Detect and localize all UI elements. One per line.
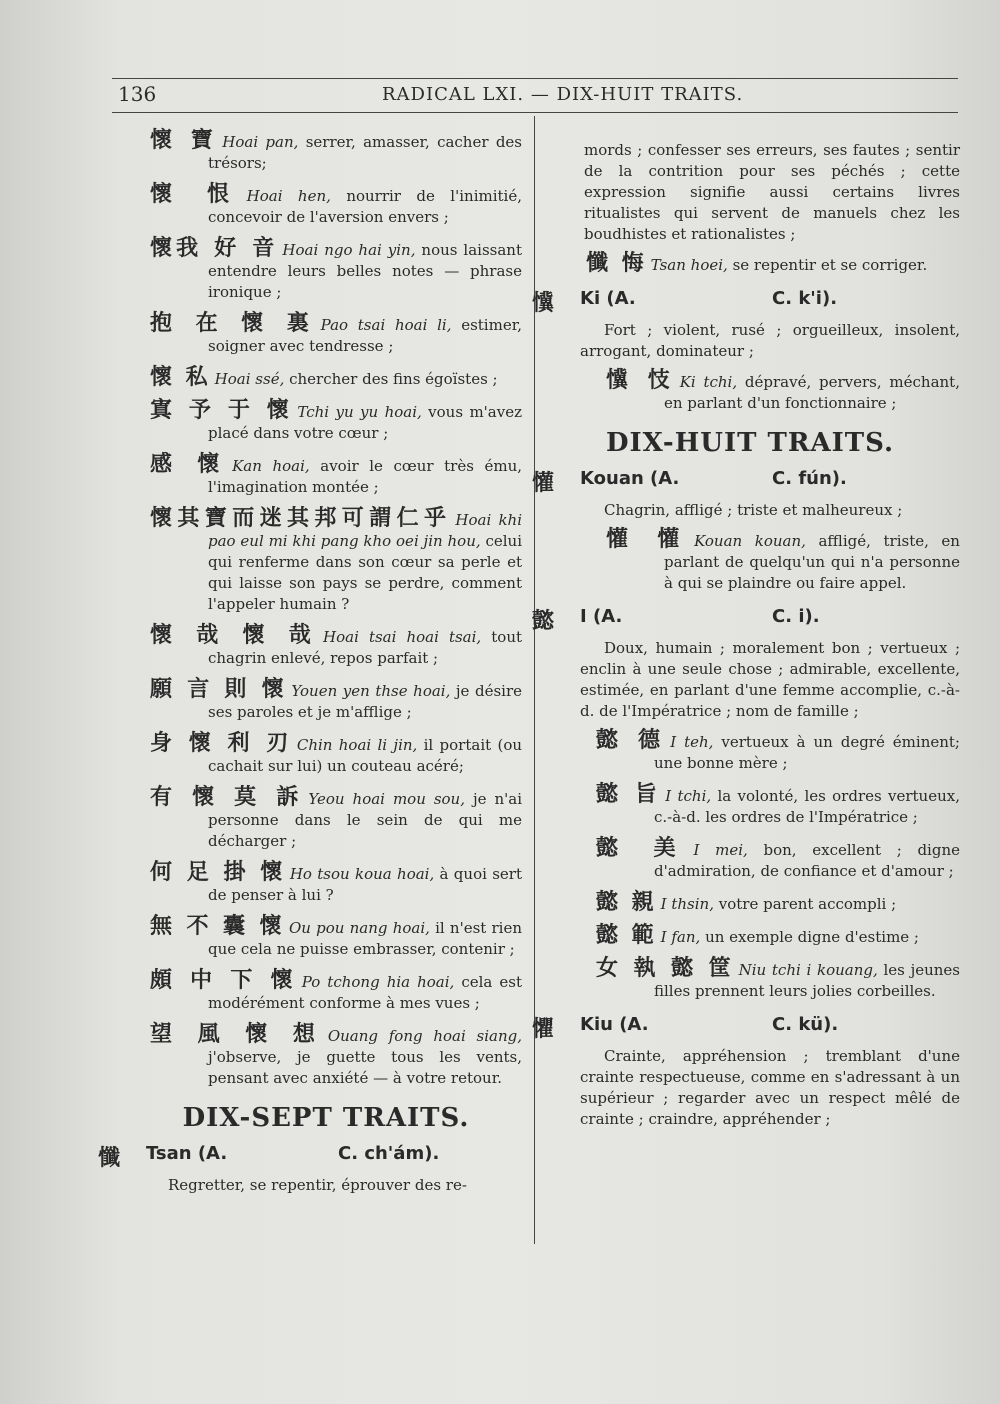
entry-romanization: Niu tchi i kouang, [738,961,878,979]
head-romanization: Kiu (A. [580,1014,649,1035]
entry-text: chercher des fins égoïstes ; [284,370,498,388]
entry-romanization: I fan, [660,928,701,946]
entry-characters: 何 足 掛 懷 [150,860,286,885]
dictionary-entry [130,454,522,498]
entry-text: il portait (ou cachait sur lui) un couteau acéré; [208,736,523,775]
entry-romanization: I mei, [693,841,748,859]
head-cantonese: C. i). [772,606,820,627]
dictionary-entry [576,730,960,774]
header-rule-bottom [112,112,958,113]
entry-text: cela est modérément conforme à mes vues ; [208,973,522,1012]
entry-characters: 懷我 好 音 [150,236,279,261]
dictionary-entry [130,679,522,723]
dictionary-entry [576,958,960,1002]
entry-text: les jeunes filles prennent leurs jolies corbeilles. [654,961,961,1000]
entry-text: il n'est rien que cela ne puisse embrasser, contenir ; [208,919,523,958]
entry-characters: 懿 旨 [596,782,662,807]
entry-text: nourrir de l'inimitié, concevoir de l'aversion envers ; [208,187,522,226]
dictionary-entry [130,1024,522,1089]
entry-head-tsan [98,1143,522,1171]
entry-romanization: Kouan kouan, [694,532,806,550]
entry-romanization: Hoai ngo hai yin, [282,241,416,259]
definition-i: Doux, humain ; moralement bon ; vertueux ; enclin à une seule chose ; admirable, excellente, estimée, en parlant d'une femme accomplie, c.-à-d. de l'Impératrice ; nom de famille ; [580,639,960,720]
entry-characters: 懺 悔 [586,251,647,276]
dictionary-entry [130,970,522,1014]
section-title-dix-huit: DIX-HUIT TRAITS. [605,428,895,458]
head-romanization: Tsan (A. [146,1143,228,1164]
entry-romanization: Tsan hoei, [650,256,728,274]
entry-characters: 懻 忮 [606,368,676,393]
entry-text: vous m'avez placé dans votre cœur ; [208,403,522,442]
entry-characters: 懿 範 [596,923,657,948]
dictionary-entry [130,184,522,228]
dictionary-entry [130,916,522,960]
entry-characters: 無 不 囊 懷 [150,914,285,939]
entry-text: estimer, soigner avec tendresse ; [208,316,522,355]
head-character: 懼 [532,1017,555,1042]
page-number: 136 [118,82,157,106]
section-title-dix-sept: DIX-SEPT TRAITS. [182,1103,470,1133]
entry-text: votre parent accompli ; [713,895,897,913]
entry-text: j'observe, je guette tous les vents, pensant avec anxiété — à votre retour. [208,1048,522,1087]
entry-text: celui qui renferme dans son cœur sa perle et qui laisse son pays se perdre, comment l'appeler humain ? [208,532,522,613]
entry-text: avoir le cœur très ému, l'imagination montée ; [208,457,522,496]
dictionary-entry [130,130,522,174]
dictionary-entry [576,838,960,882]
dictionary-entry [130,238,522,303]
running-title: RADICAL LXI. — DIX-HUIT TRAITS. [382,84,744,105]
left-entries [130,130,522,1089]
header-rule-top [112,78,958,79]
head-romanization: Ki (A. [580,288,636,309]
head-character: 懻 [532,291,555,316]
dictionary-entry [576,892,960,915]
entry-text: se repentir et se corriger. [727,256,928,274]
definition-ki: Fort ; violent, rusé ; orgueilleux, insolent, arrogant, dominateur ; [580,321,960,360]
left-column [98,128,523,1204]
dictionary-entry [130,862,522,906]
head-cantonese: C. kü). [772,1014,839,1035]
entry-characters: 懷 私 [150,365,211,390]
entry-romanization: Ou pou nang hoai, [289,919,430,937]
entry-head-ki [532,288,960,316]
dictionary-entry [130,313,522,357]
entry-text: un exemple digne d'estime ; [700,928,919,946]
entry-romanization: Chin hoai li jin, [296,736,418,754]
entry-romanization: Pao tsai hoai li, [320,316,452,334]
entry-romanization: Hoai khi pao eul mi khi pang kho oei jin hou, [208,511,522,550]
entry-characters: 有 懷 莫 訴 [150,785,305,810]
page-header [112,80,958,110]
dictionary-entry [130,400,522,444]
entry-head-i [532,606,960,634]
entry-text: affligé, triste, en parlant de quelqu'un qui n'a personne à qui se plaindre ou faire appel. [664,532,960,592]
dictionary-entry [576,784,960,828]
entry-romanization: I thsin, [660,895,714,913]
entry-text: vertueux à un degré éminent; une bonne mère ; [654,733,960,772]
entry-characters: 身 懷 利 刃 [150,731,293,756]
entry-romanization: Ouang fong hoai siang, [327,1027,522,1045]
entry-romanization: I tchi, [665,787,712,805]
entry-text: serrer, amasser, cacher des trésors; [208,133,522,172]
entry-romanization: Youen yen thse hoai, [291,682,451,700]
entry-characters: 女 執 懿 筐 [596,956,735,981]
dictionary-entry [130,508,522,615]
head-romanization: Kouan (A. [580,468,680,489]
entry-text: dépravé, pervers, méchant, en parlant d'un fonctionnaire ; [664,373,960,412]
entry-romanization: Ho tsou koua hoai, [289,865,435,883]
entry-text: bon, excellent ; digne d'admiration, de confiance et d'amour ; [654,841,960,880]
entry-characters: 抱 在 懷 裏 [150,311,317,336]
entry-text: je désire ses paroles et je m'afflige ; [208,682,522,721]
entry-romanization: Ki tchi, [679,373,738,391]
entry-text: à quoi sert de penser à lui ? [208,865,522,904]
head-character: 懺 [98,1146,121,1171]
head-romanization: I (A. [580,606,623,627]
entry-characters: 望 風 懷 想 [150,1022,324,1047]
head-cantonese: C. k'i). [772,288,838,309]
entry-characters: 懿 親 [596,890,657,915]
entry-text: nous laissant entendre leurs belles notes — phrase ironique ; [208,241,522,301]
i-entries [576,730,960,1002]
entry-characters: 寘 予 于 懷 [150,398,294,423]
entry-characters: 懷其寶而迷其邦可謂仁乎 [150,506,452,531]
entry-romanization: Hoai pan, [222,133,299,151]
entry-romanization: Tchi yu yu hoai, [297,403,422,421]
entry-romanization: Kan hoai, [232,457,310,475]
entry-ki-tchi [586,370,960,414]
entry-tsan-hoei [586,253,960,276]
entry-characters: 懿 美 [596,836,690,861]
entry-head-kouan [532,468,960,496]
entry-kouan-kouan [586,529,960,594]
dictionary-entry [130,367,522,390]
definition-kiu: Crainte, appréhension ; tremblant d'une crainte respectueuse, comme en s'adressant à un supérieur ; regarder avec un respect mêlé de crainte ; craindre, appréhender ; [580,1047,960,1128]
dictionary-entry [576,925,960,948]
head-character: 懽 [532,471,555,496]
head-character: 懿 [532,609,555,634]
entry-romanization: I teh, [670,733,714,751]
entry-text: la volonté, les ordres vertueux, c.-à-d. les ordres de l'Impératrice ; [654,787,960,826]
entry-romanization: Yeou hoai mou sou, [308,790,465,808]
right-column [532,138,961,1138]
entry-romanization: Po tchong hia hoai, [301,973,455,991]
head-cantonese: C. fún). [772,468,847,489]
definition-kouan: Chagrin, affligé ; triste et malheureux ; [604,501,903,519]
entry-characters: 懽 懽 [606,527,691,552]
entry-romanization: Hoai ssé, [214,370,285,388]
head-cantonese: C. ch'ám). [338,1143,440,1164]
entry-head-kiu [532,1014,960,1042]
definition-tsan: Regretter, se repentir, éprouver des re- [168,1176,467,1194]
entry-characters: 願 言 則 懷 [150,677,288,702]
entry-characters: 懷 哉 懷 哉 [150,623,320,648]
entry-romanization: Hoai hen, [246,187,331,205]
entry-characters: 懿 德 [596,728,667,753]
continued-definition: mords ; confesser ses erreurs, ses fautes ; sentir de la contrition pour ses péchés ; cette expression signifie aussi certains livres ritualistes qui servent de manuels chez les boudhistes et rationalistes ; [584,141,960,243]
entry-characters: 感 懷 [150,452,229,477]
entry-characters: 懷 恨 [150,182,243,207]
entry-characters: 懷 寶 [150,128,219,153]
dictionary-entry [130,625,522,669]
entry-characters: 頗 中 下 懷 [150,968,298,993]
entry-text: tout chagrin enlevé, repos parfait ; [208,628,523,667]
dictionary-entry [130,787,522,852]
entry-romanization: Hoai tsai hoai tsai, [323,628,482,646]
dictionary-entry [130,733,522,777]
entry-text: je n'ai personne dans le sein de qui me décharger ; [208,790,522,850]
